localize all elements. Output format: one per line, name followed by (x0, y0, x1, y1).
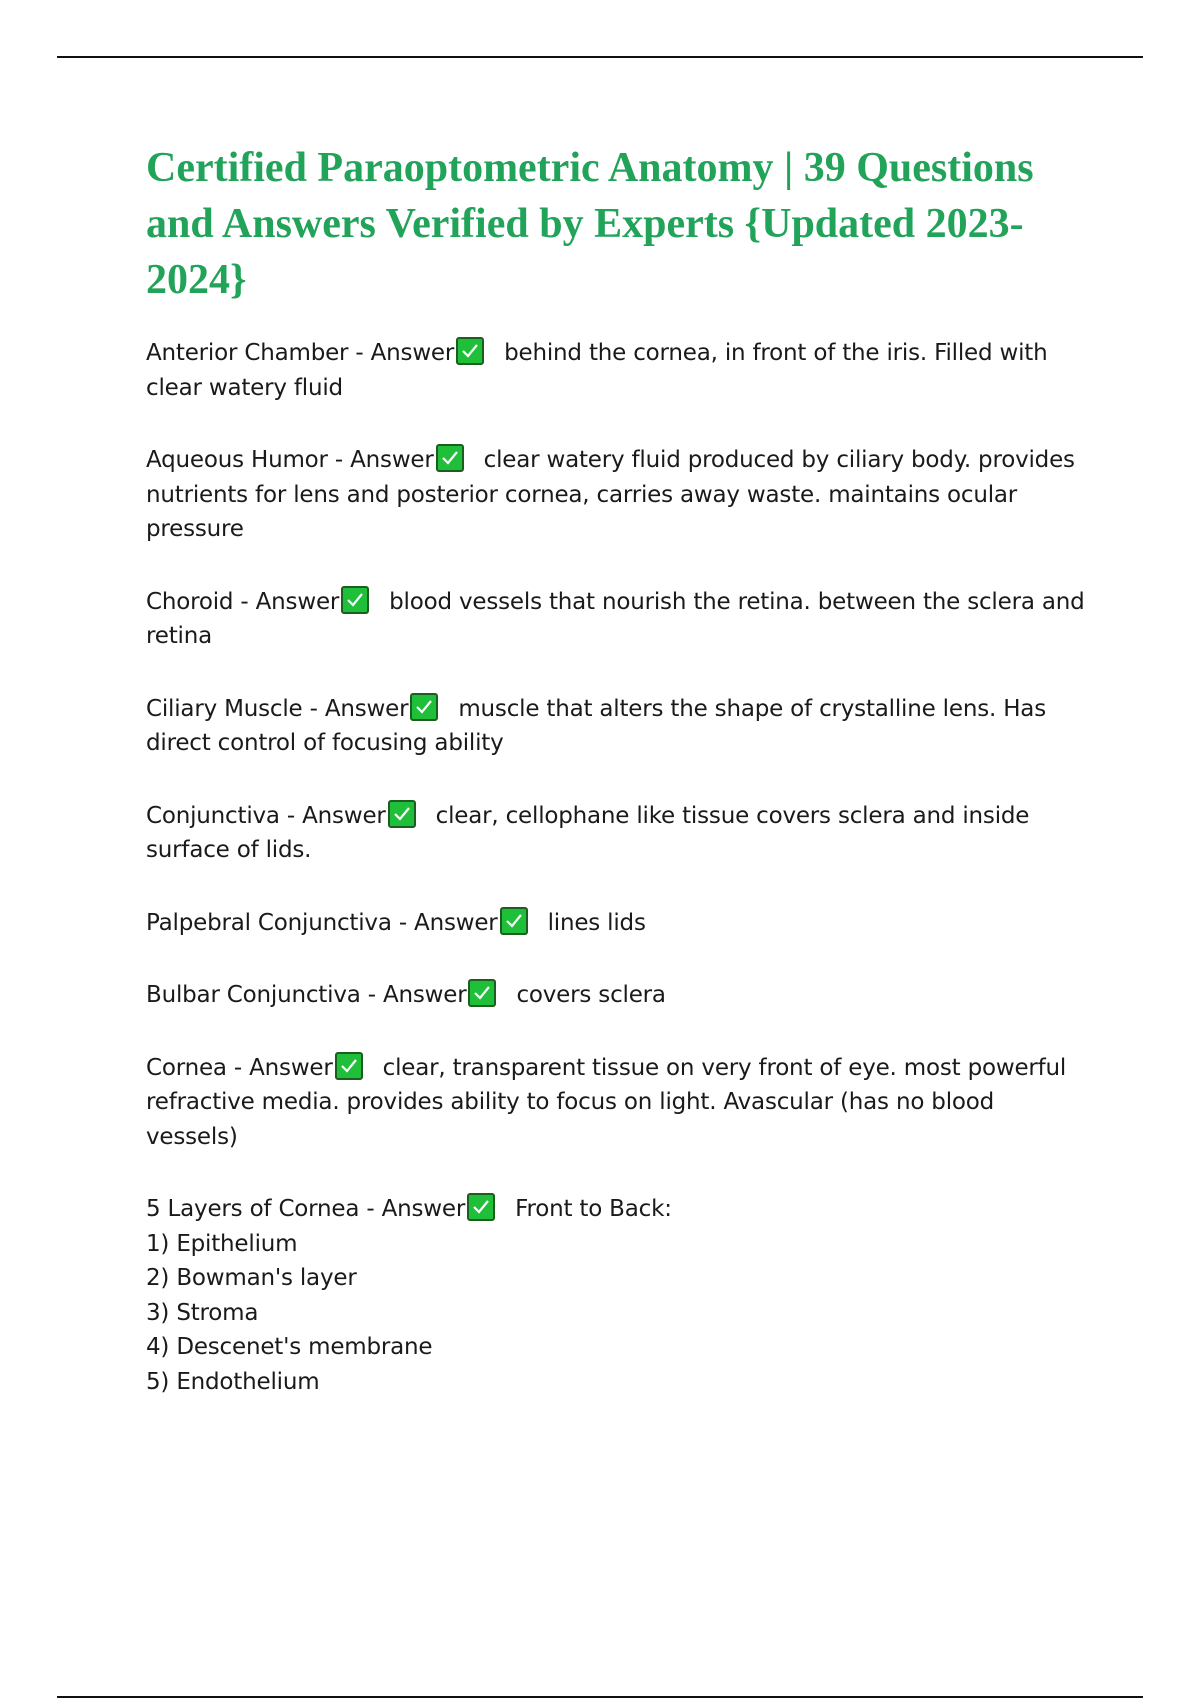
entry-term: Ciliary Muscle - Answer (146, 695, 409, 722)
list-item: 4) Descenet's membrane (146, 1334, 433, 1360)
entry (146, 443, 1092, 547)
entry-answer: lines lids (547, 909, 646, 936)
entry-term: Choroid - Answer (146, 588, 340, 615)
entry-term: Aqueous Humor - Answer (146, 447, 434, 473)
list-item: 1) Epithelium (146, 1230, 298, 1257)
document-body (146, 140, 1092, 1437)
entry-term: Bulbar Conjunctiva - Answer (146, 982, 467, 1008)
entry-answer: Front to Back: (515, 1196, 672, 1222)
entry-term: Palpebral Conjunctiva - Answer (146, 909, 498, 936)
entry (146, 336, 1092, 405)
entry (146, 1192, 1092, 1399)
list-item: 5) Endothelium (146, 1368, 320, 1395)
entry-term: Cornea - Answer (146, 1054, 333, 1081)
check-box-icon (410, 693, 438, 721)
check-box-icon (500, 907, 528, 935)
entry-answer: clear, transparent tissue on very front of eye. most powerful refractive media. provides ability to focus on light. Avascular (has no blood vessels) (146, 1054, 1067, 1150)
top-rule (57, 56, 1143, 58)
list-item: 2) Bowman's layer (146, 1265, 357, 1291)
check-box-icon (467, 1193, 495, 1221)
entry-term: Conjunctiva - Answer (146, 802, 386, 829)
entry-answer: behind the cornea, in front of the iris. Filled with clear watery fluid (146, 340, 1048, 401)
entry-answer: covers sclera (516, 982, 666, 1008)
check-box-icon (456, 337, 484, 365)
entry-answer: clear, cellophane like tissue covers sclera and inside surface of lids. (146, 802, 1030, 863)
entry (146, 978, 1092, 1013)
check-box-icon (335, 1052, 363, 1080)
entry-answer: clear watery fluid produced by ciliary body. provides nutrients for lens and posterior cornea, carries away waste. maintains ocular pressure (146, 447, 1075, 542)
document-title: Certified Paraoptometric Anatomy | 39 Questions and Answers Verified by Experts {Updated 2023-2024} (146, 145, 1034, 303)
entry (146, 799, 1092, 868)
entry (146, 585, 1092, 654)
entry (146, 1051, 1092, 1155)
entry (146, 692, 1092, 761)
entry-term: 5 Layers of Cornea - Answer (146, 1196, 466, 1222)
entry-term: Anterior Chamber - Answer (146, 340, 455, 366)
check-box-icon (388, 800, 416, 828)
list-item: 3) Stroma (146, 1299, 259, 1326)
bottom-rule (57, 1696, 1143, 1698)
entry-answer: muscle that alters the shape of crystalline lens. Has direct control of focusing ability (146, 695, 1046, 756)
check-box-icon (436, 444, 464, 472)
check-box-icon (468, 979, 496, 1007)
entry-answer: blood vessels that nourish the retina. between the sclera and retina (146, 588, 1085, 649)
entry (146, 906, 1092, 941)
check-box-icon (341, 586, 369, 614)
